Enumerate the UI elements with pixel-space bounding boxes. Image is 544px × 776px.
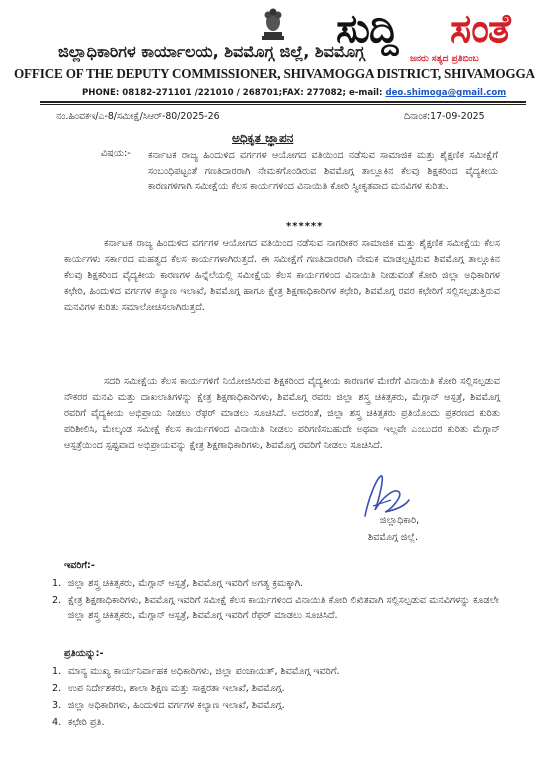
office-name-english: OFFICE OF THE DEPUTY COMMISSIONER, SHIVAMOGGA DISTRICT, SHIVAMOGGA — [14, 66, 535, 81]
brand-word-1: ಸುದ್ದಿ — [336, 6, 398, 52]
copies-label: ಪ್ರತಿಯನ್ನು:- — [64, 648, 104, 659]
signatory-title: ಜಿಲ್ಲಾಧಿಕಾರಿ, — [380, 515, 420, 526]
notice-title: ಅಧಿಕೃತ ಜ್ಞಾಪನ — [232, 131, 294, 145]
list-item-text: ಮಾನ್ಯ ಮುಖ್ಯ ಕಾರ್ಯನಿರ್ವಾಹಕ ಅಧಿಕಾರಿಗಳು, ಜಿಲ್ಲಾ ಪಂಚಾಯತ್, ಶಿವಮೊಗ್ಗ ಇವರಿಗೆ. — [68, 666, 340, 677]
list-item-number: 1. — [52, 666, 62, 677]
list-item — [52, 664, 500, 679]
list-item-number: 1. — [52, 578, 62, 589]
list-item-number: 4. — [52, 717, 62, 728]
state-emblem-icon — [258, 6, 288, 42]
brand-tagline: ಜನರು ಸತ್ಯದ ಪ್ರತಿಬಿಂಬ — [410, 54, 479, 64]
list-item-number: 2. — [52, 595, 62, 606]
contact-phone-fax: PHONE: 08182-271101 /221010 / 268701;FAX: 277082; e-mail: — [82, 88, 383, 98]
recipients-list — [52, 576, 500, 625]
subject-text: ಕರ್ನಾಟಕ ರಾಜ್ಯ ಹಿಂದುಳಿದ ವರ್ಗಗಳ ಆಯೋಗದ ವತಿಯಿಂದ ನಡೆಸುವ ಸಾಮಾಜಿಕ ಮತ್ತು ಶೈಕ್ಷಣಿಕ ಸಮೀಕ್ಷೆಗೆ ಸಂಬಂಧಿಪಟ್ಟಂತೆ ಗಣತಿದಾರರಾಗಿ ನೇಮಕಗೊಂಡಿರುವ ಶಿವಮೊಗ್ಗ ತಾಲ್ಲೂಕಿನ ಕೆಲವು ಶಿಕ್ಷಕರಿಂದ ವೈದ್ಯಕೀಯ ಕಾರಣಗಳಿಗಾಗಿ ಸಮೀಕ್ಷೆಯ ಕೆಲಸ ಕಾರ್ಯಗಳಿಂದ ವಿನಾಯಿತಿ ಕೋರಿ ಸ್ವೀಕೃತವಾದ ಮನವಿಗಳ ಕುರಿತು. — [148, 150, 498, 192]
header-rule-thin — [40, 104, 526, 105]
list-item-text: ಉಪ ನಿರ್ದೇಶಕರು, ಶಾಲಾ ಶಿಕ್ಷಣ ಮತ್ತು ಸಾಕ್ಷರತಾ ಇಲಾಖೆ, ಶಿವಮೊಗ್ಗ. — [68, 683, 285, 694]
list-item-text: ಕ್ಷೇತ್ರ ಶಿಕ್ಷಣಾಧಿಕಾರಿಗಳು, ಶಿವಮೊಗ್ಗ ಇವರಿಗೆ ಸಮೀಕ್ಷೆ ಕೆಲಸ ಕಾರ್ಯಗಳಿಂದ ವಿನಾಯಿತಿ ಕೋರಿ ಲಿಖಿತವಾಗಿ ಸಲ್ಲಿಸಲ್ಪಡುವ ಮನವಿಗಳನ್ನು ಕೂಡಲೇ ಜಿಲ್ಲಾ ಶಸ್ತ್ರ ಚಿಕಿತ್ಸಕರು, ಮೆಗ್ಗಾನ್ ಆಸ್ಪತ್ರೆ, ಶಿವಮೊಗ್ಗ ಇವರಿಗೆ ರೆಫರ್ ಮಾಡಲು ಸೂಚಿಸಿದೆ. — [68, 595, 499, 621]
copies-list — [52, 664, 500, 732]
list-item-number: 3. — [52, 700, 62, 711]
list-item — [52, 681, 500, 696]
list-item — [52, 576, 500, 591]
document-date: ದಿನಾಂಕ:17-09-2025 — [404, 111, 485, 122]
list-item-text: ಕಛೇರಿ ಪ್ರತಿ. — [68, 717, 105, 728]
body-paragraph-2: ಸದರಿ ಸಮೀಕ್ಷೆಯ ಕೆಲಸ ಕಾರ್ಯಗಳಿಗೆ ನಿಯೋಜಿಸಿರುವ ಶಿಕ್ಷಕರಿಂದ ವೈದ್ಯಕೀಯ ಕಾರಣಗಳ ಮೇರೆಗೆ ವಿನಾಯಿತಿ ಕೋರಿ ಸಲ್ಲಿಸಲ್ಪಡುವ ನೌಕರರ ಮನವಿ ಮತ್ತು ದಾಖಲಾತಿಗಳನ್ನು ಕ್ಷೇತ್ರ ಶಿಕ್ಷಣಾಧಿಕಾರಿಗಳು, ಶಿವಮೊಗ್ಗ ರವರು ಜಿಲ್ಲಾ ಶಸ್ತ್ರ ಚಿಕಿತ್ಸಕರು, ಮೆಗ್ಗಾನ್ ಆಸ್ಪತ್ರೆ, ಶಿವಮೊಗ್ಗ ರವರಿಗೆ ವೈದ್ಯಕೀಯ ಅಭಿಪ್ರಾಯ ನೀಡಲು ರೆಫರ್ ಮಾಡಲು ಸೂಚಿಸಿದೆ. ಅದರಂತೆ, ಜಿಲ್ಲಾ ಶಸ್ತ್ರ ಚಿಕಿತ್ಸಕರು ಪ್ರತಿಯೊಂದು ಪ್ರಕರಣದ ಕುರಿತು ಪರಿಶೀಲಿಸಿ, ಮೇಲ್ಕಂಡ ಸಮೀಕ್ಷೆ ಕೆಲಸ ಕಾರ್ಯಗಳಿಂದ ವಿನಾಯಿತಿ ನೀಡಲು ಪರಿಗಣಿಸಬಹುದೇ ಅಥವಾ ಇಲ್ಲವೇ ಎಂಬುದರ ಕುರಿತು ಮೆಗ್ಗಾನ್ ಆಸ್ಪತ್ರೆಯಿಂದ ಸ್ಪಷ್ಟವಾದ ಅಭಿಪ್ರಾಯವನ್ನು ಕ್ಷೇತ್ರ ಶಿಕ್ಷಣಾಧಿಕಾರಿಗಳು, ಶಿವಮೊಗ್ಗ ರವರಿಗೆ ನೀಡಲು ಸೂಚಿಸಿದೆ. — [64, 376, 500, 451]
reference-number: ನಂ.ಹಿಂವಕಇ/ಎ-8/ಸಮೀಕ್ಷೆ/ಸಿಆರ್-80/2025-26 — [56, 111, 220, 122]
list-item — [52, 715, 500, 730]
list-item-text: ಜಿಲ್ಲಾ ಶಸ್ತ್ರ ಚಿಕಿತ್ಸಕರು, ಮೆಗ್ಗಾನ್ ಆಸ್ಪತ್ರೆ, ಶಿವಮೊಗ್ಗ ಇವರಿಗೆ ಅಗತ್ಯ ಕ್ರಮಕ್ಕಾಗಿ. — [68, 578, 304, 589]
office-name-kannada: ಜಿಲ್ಲಾಧಿಕಾರಿಗಳ ಕಾರ್ಯಾಲಯ, ಶಿವಮೊಗ್ಗ ಜಿಲ್ಲೆ, ಶಿವಮೊಗ್ಗ — [58, 42, 365, 61]
list-item-text: ಜಿಲ್ಲಾ ಅಧಿಕಾರಿಗಳು, ಹಿಂದುಳಿದ ವರ್ಗಗಳ ಕಲ್ಯಾಣ ಇಲಾಖೆ, ಶಿವಮೊಗ್ಗ. — [68, 700, 285, 711]
signatory-place: ಶಿವಮೊಗ್ಗ ಜಿಲ್ಲೆ. — [368, 532, 419, 543]
header-rule — [40, 101, 526, 103]
list-item — [52, 698, 500, 713]
recipients-label: ಇವರಿಗೆ:- — [64, 560, 95, 571]
list-item — [52, 593, 500, 623]
brand-word-2: ಸಂತೆ — [450, 6, 510, 52]
contact-email-link[interactable]: deo.shimoga@gmail.com — [385, 88, 507, 98]
section-separator: ****** — [286, 221, 324, 232]
list-item-number: 2. — [52, 683, 62, 694]
body-paragraph-1: ಕರ್ನಾಟಕ ರಾಜ್ಯ ಹಿಂದುಳಿದ ವರ್ಗಗಳ ಆಯೋಗದ ವತಿಯಿಂದ ನಡೆಸುವ ನಾಗರೀಕರ ಸಾಮಾಜಿಕ ಮತ್ತು ಶೈಕ್ಷಣಿಕ ಸಮೀಕ್ಷೆಯ ಕೆಲಸ ಕಾರ್ಯಗಳು ಸರ್ಕಾರದ ಮಹತ್ವದ ಕೆಲಸ ಕಾರ್ಯಗಳಾಗಿರುತ್ತದೆ. ಈ ಸಮೀಕ್ಷೆಗೆ ಗಣತಿದಾರರಾಗಿ ನೇಮಕ ಮಾಡಲ್ಪಟ್ಟಿರುವ ಶಿವಮೊಗ್ಗ ತಾಲ್ಲೂಕಿನ ಕೆಲವು ಶಿಕ್ಷಕರಿಂದ ವೈದ್ಯಕೀಯ ಕಾರಣಗಳ ಹಿನ್ನೆಲೆಯಲ್ಲಿ ಸಮೀಕ್ಷೆಯ ಕೆಲಸ ಕಾರ್ಯಗಳಿಂದ ವಿನಾಯಿತಿ ನೀಡುವಂತೆ ಕೋರಿ ಜಿಲ್ಲಾ ಅಧಿಕಾರಿಗಳ ಕಛೇರಿ, ಹಿಂದುಳಿದ ವರ್ಗಗಳ ಕಲ್ಯಾಣ ಇಲಾಖೆ, ಶಿವಮೊಗ್ಗ ಹಾಗೂ ಕ್ಷೇತ್ರ ಶಿಕ್ಷಣಾಧಿಕಾರಿಗಳ ಕಛೇರಿ, ಶಿವಮೊಗ್ಗ ರವರ ಕಛೇರಿಗೆ ಸಲ್ಲಿಸಲ್ಪಡುತ್ತಿರುವ ಮನವಿಗಳ ಕುರಿತು ಸಮಾಲೋಚಿಸಲಾಗಿರುತ್ತದೆ. — [64, 238, 500, 313]
subject-label: ವಿಷಯ:- — [101, 148, 131, 159]
contact-line — [82, 88, 506, 98]
